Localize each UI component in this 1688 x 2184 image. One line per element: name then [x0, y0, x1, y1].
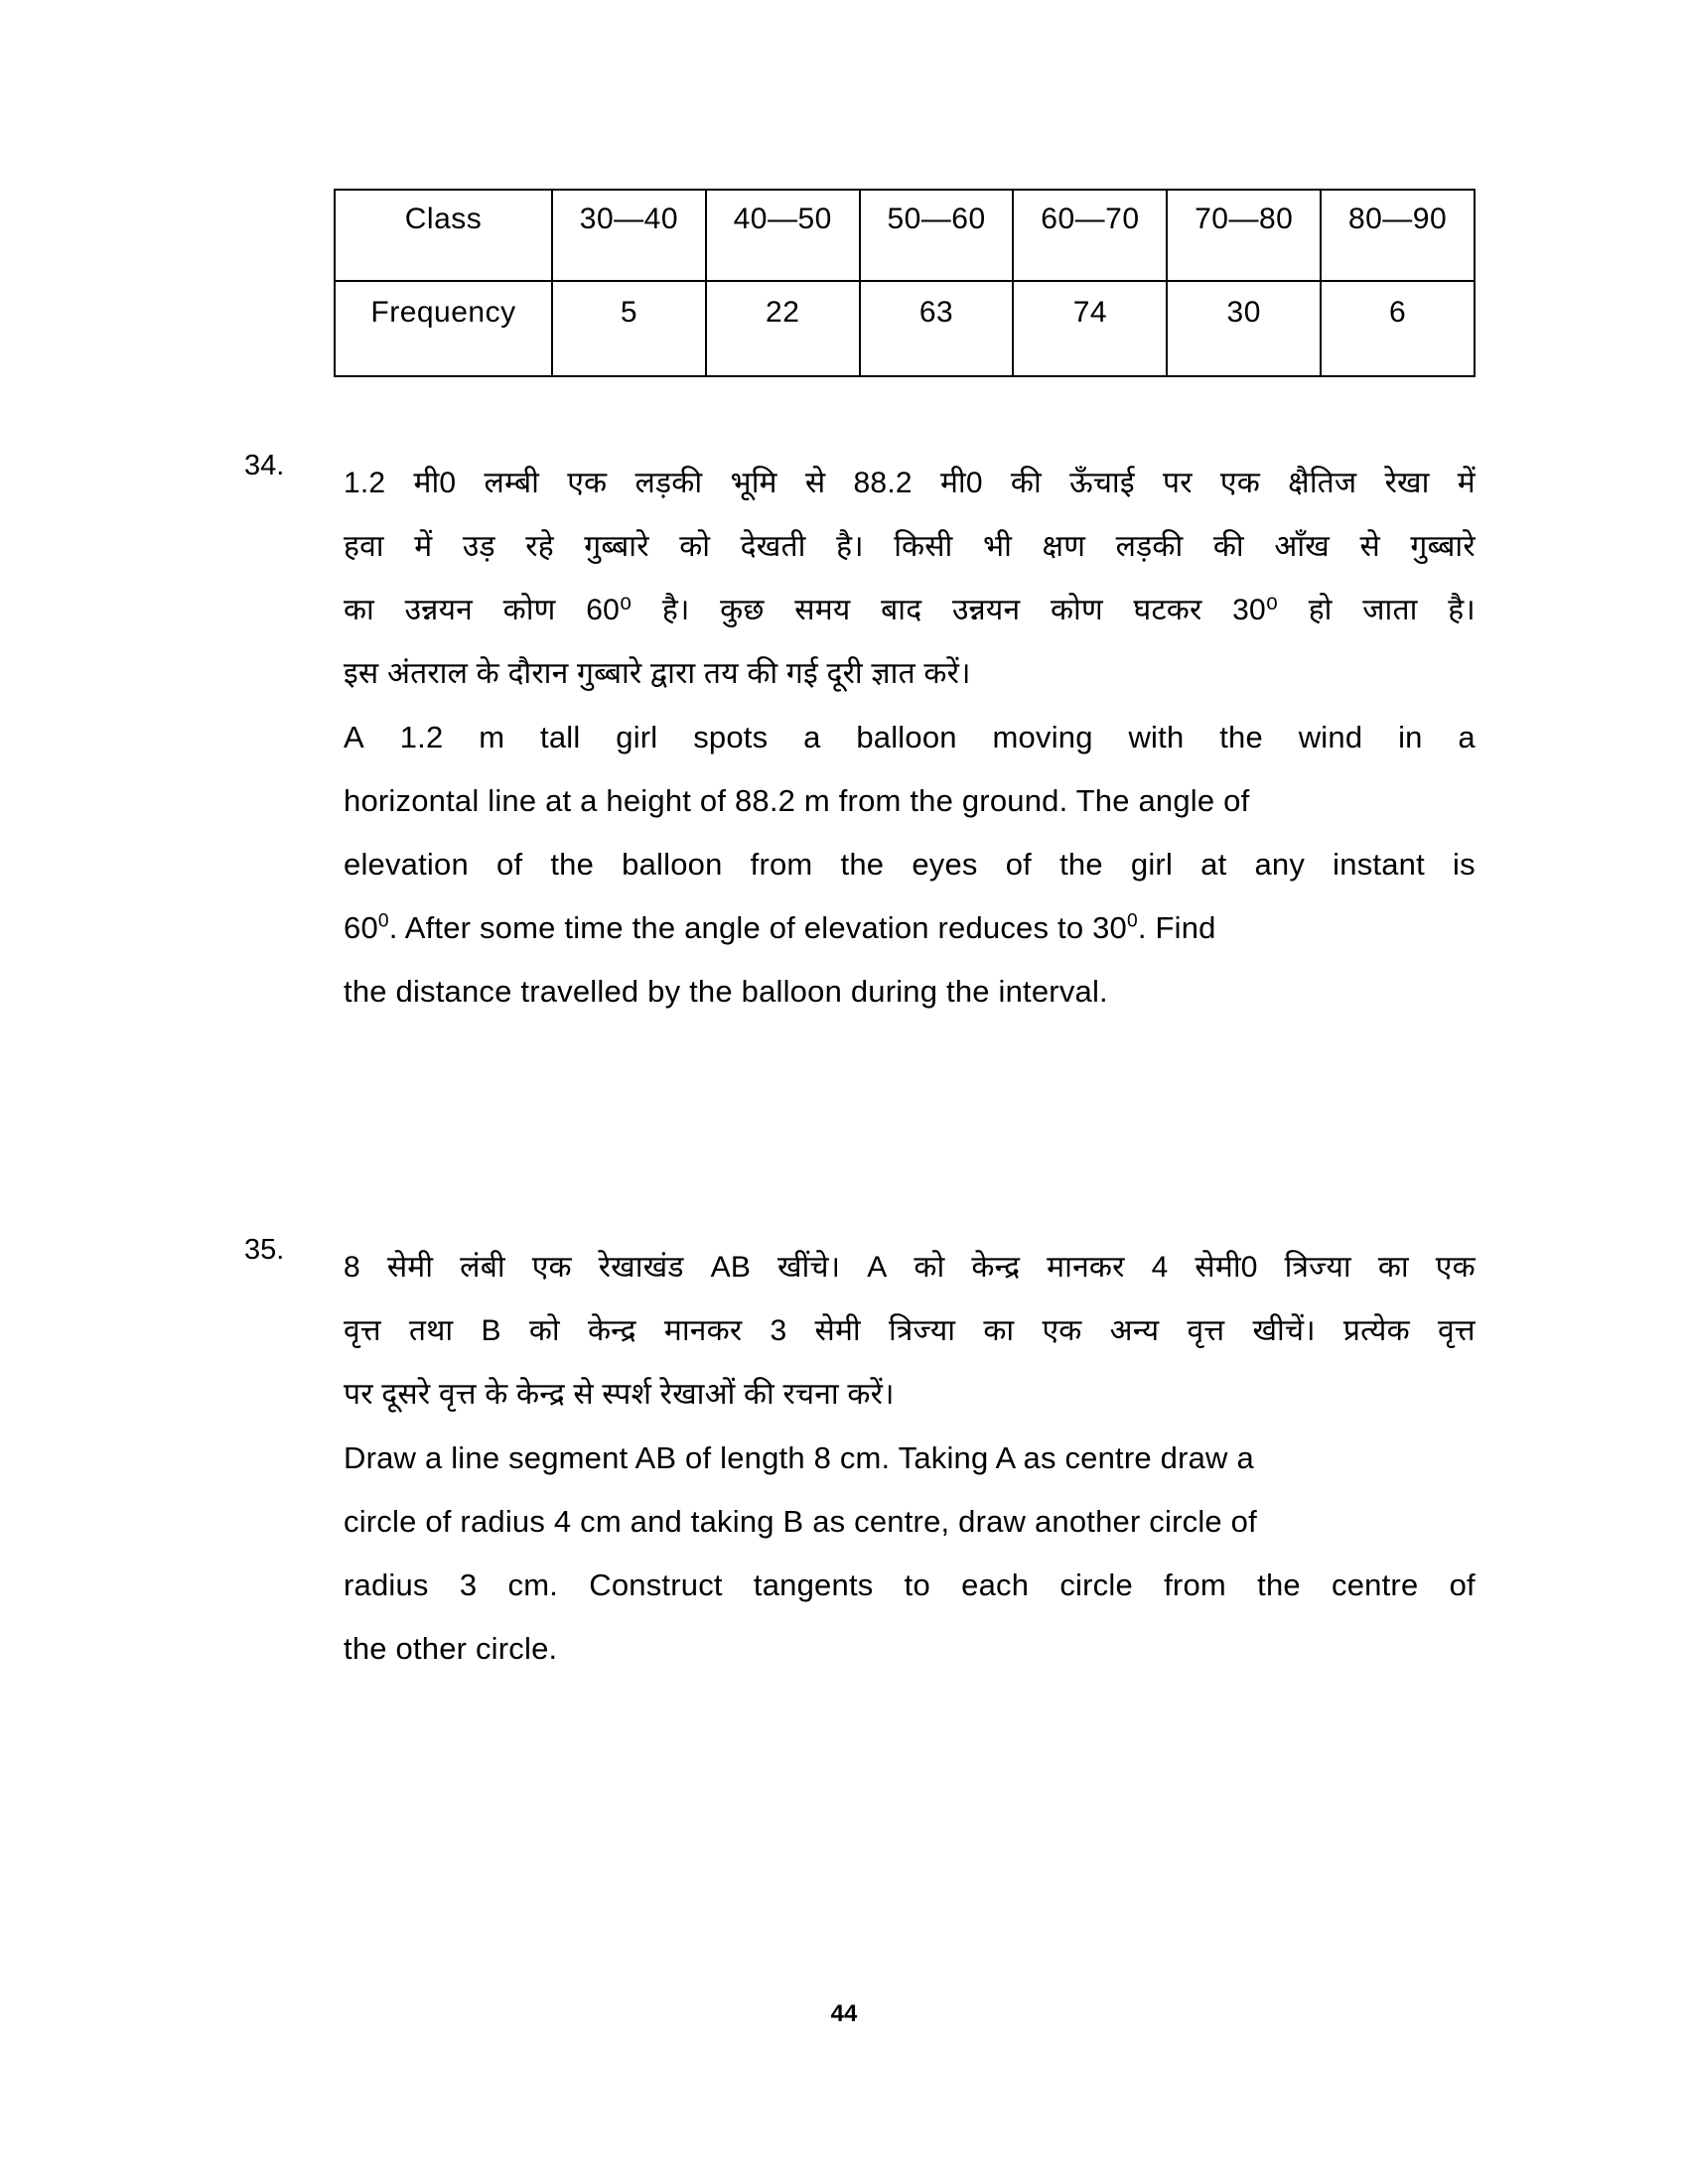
table-cell-frequency-5: 30: [1167, 281, 1321, 376]
table-cell-frequency-3: 63: [860, 281, 1014, 376]
question-35-english-line-4: the other circle.: [344, 1631, 558, 1666]
table-cell-frequency-6: 6: [1321, 281, 1475, 376]
table-row-frequency: [335, 281, 1475, 376]
question-34-english-line-2: horizontal line at a height of 88.2 m from the ground. The angle of: [344, 783, 1250, 818]
table-header-frequency: Frequency: [335, 281, 552, 376]
question-34-hindi-line-2: हवा में उड़ रहे गुब्बारे को देखती है। किसी भी क्षण लड़की की आँख से गुब्बारे: [344, 530, 1476, 563]
question-34-english-line-5: the distance travelled by the balloon during the interval.: [344, 974, 1108, 1009]
table-cell-class-5: 70—80: [1167, 190, 1321, 281]
table-cell-frequency-4: 74: [1013, 281, 1167, 376]
question-35-english-line-2: circle of radius 4 cm and taking B as centre, draw another circle of: [344, 1504, 1257, 1539]
table-cell-class-1: 30—40: [552, 190, 706, 281]
question-35-hindi-line-3: पर दूसरे वृत्त के केन्द्र से स्पर्श रेखाओं की रचना करें।: [344, 1378, 895, 1411]
question-35-number: 35.: [244, 1234, 285, 1266]
question-34-english-line-4: $60^0$. After some time the angle of elevation reduces to $30^0$. Find: [344, 910, 1216, 945]
question-34: [244, 452, 1476, 1024]
frequency-distribution-table: [334, 189, 1476, 377]
table-cell-class-4: 60—70: [1013, 190, 1167, 281]
table-cell-frequency-1: 5: [552, 281, 706, 376]
question-34-hindi-line-3: का उन्नयन कोण 60⁰ है। कुछ समय बाद उन्नयन कोण घटकर 30⁰ हो जाता है।: [344, 594, 1476, 626]
question-35-english-line-3: radius 3 cm. Construct tangents to each circle from the centre of: [344, 1568, 1476, 1602]
question-34-hindi-line-1: 1.2 मी0 लम्बी एक लड़की भूमि से 88.2 मी0 की ऊँचाई पर एक क्षैतिज रेखा में: [344, 467, 1476, 499]
question-34-hindi: [344, 452, 1476, 706]
question-35-hindi-line-2: वृत्त तथा B को केन्द्र मानकर 3 सेमी त्रिज्या का एक अन्य वृत्त खीचें। प्रत्येक वृत्त: [344, 1314, 1476, 1347]
question-35-hindi-line-1: 8 सेमी लंबी एक रेखाखंड AB खींचे। A को केन्द्र मानकर 4 सेमी0 त्रिज्या का एक: [344, 1251, 1476, 1284]
table-row-class: [335, 190, 1475, 281]
question-35-english-line-1: Draw a line segment AB of length 8 cm. Taking A as centre draw a: [344, 1440, 1254, 1475]
question-35: [244, 1236, 1476, 1681]
table-cell-class-6: 80—90: [1321, 190, 1475, 281]
question-34-english: [344, 706, 1476, 1024]
table-cell-class-3: 50—60: [860, 190, 1014, 281]
question-34-number: 34.: [244, 450, 285, 481]
question-35-hindi: [344, 1236, 1476, 1427]
table-header-class: Class: [335, 190, 552, 281]
table-cell-frequency-2: 22: [706, 281, 860, 376]
question-34-english-line-3: elevation of the balloon from the eyes of the girl at any instant is: [344, 847, 1476, 882]
question-35-english: [344, 1427, 1476, 1681]
page-number: 44: [830, 2000, 858, 2027]
table-cell-class-2: 40—50: [706, 190, 860, 281]
question-34-hindi-line-4: इस अंतराल के दौरान गुब्बारे द्वारा तय की गई दूरी ज्ञात करें।: [344, 657, 971, 690]
question-34-english-line-1: A 1.2 m tall girl spots a balloon moving with the wind in a: [344, 720, 1476, 754]
